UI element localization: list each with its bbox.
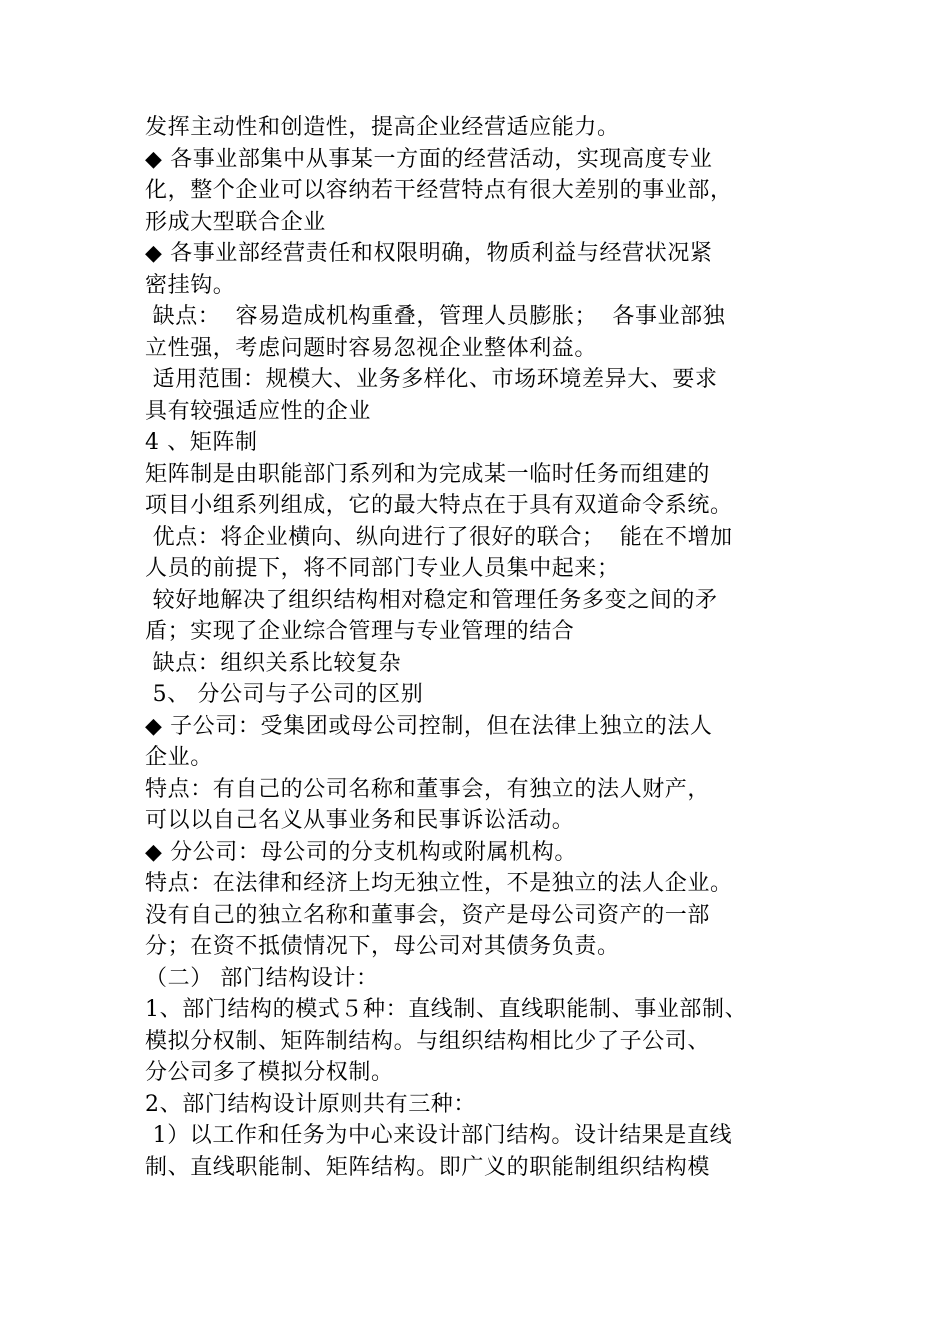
text-line: 化，整个企业可以容纳若干经营特点有很大差别的事业部， xyxy=(145,178,733,203)
text-line: 特点：在法律和经济上均无独立性，不是独立的法人企业。 xyxy=(145,871,733,896)
section-heading: 4 、矩阵制 xyxy=(145,430,258,455)
text-line: 形成大型联合企业 xyxy=(145,209,326,235)
text-line: 人员的前提下，将不同部门专业人员集中起来； xyxy=(145,556,620,581)
text-line: 可以以自己名义从事业务和民事诉讼活动。 xyxy=(145,808,575,833)
text-line: 具有较强适应性的企业 xyxy=(145,398,372,424)
text-line: 密挂钩。 xyxy=(145,272,236,298)
text-line: 1、部门结构的模式５种：直线制、直线职能制、事业部制、 xyxy=(145,997,748,1022)
document-page xyxy=(145,112,825,1183)
text-line: 分；在资不抵债情况下，母公司对其债务负责。 xyxy=(145,934,620,959)
text-line: 2、部门结构设计原则共有三种： xyxy=(145,1091,476,1117)
text-line: 没有自己的独立名称和董事会，资产是母公司资产的一部 xyxy=(145,902,711,928)
text-line: 较好地解决了组织结构相对稳定和管理任务多变之间的矛 xyxy=(145,587,718,613)
text-line: 项目小组系列组成，它的最大特点在于具有双道命令系统。 xyxy=(145,493,733,518)
text-line: 制、直线职能制、矩阵结构。即广义的职能制组织结构模 xyxy=(145,1154,711,1180)
text-line: ◆ 各事业部集中从事某一方面的经营活动，实现高度专业 xyxy=(145,146,713,172)
section-heading: （二） 部门结构设计： xyxy=(145,965,379,991)
text-line: 适用范围：规模大、业务多样化、市场环境差异大、要求 xyxy=(145,367,718,392)
text-line: 企业。 xyxy=(145,745,213,770)
text-line: 缺点： 容易造成机构重叠，管理人员膨胀； 各事业部独 xyxy=(145,304,726,329)
text-line: 特点：有自己的公司名称和董事会，有独立的法人财产， xyxy=(145,776,711,802)
text-line: ◆ 分公司：母公司的分支机构或附属机构。 xyxy=(145,839,577,865)
text-line: 矩阵制是由职能部门系列和为完成某一临时任务而组建的 xyxy=(145,461,711,487)
text-line: 缺点：组织关系比较复杂 xyxy=(145,650,402,676)
text-line: ◆ 子公司：受集团或母公司控制，但在法律上独立的法人 xyxy=(145,713,713,739)
text-line: ◆ 各事业部经营责任和权限明确，物质利益与经营状况紧 xyxy=(145,241,713,266)
text-line: 1）以工作和任务为中心来设计部门结构。设计结果是直线 xyxy=(145,1123,733,1148)
text-line: 优点：将企业横向、纵向进行了很好的联合； 能在不增加 xyxy=(145,524,733,550)
text-line: 分公司多了模拟分权制。 xyxy=(145,1060,394,1085)
text-line: 立性强，考虑问题时容易忽视企业整体利益。 xyxy=(145,335,598,361)
text-line: 发挥主动性和创造性，提高企业经营适应能力。 xyxy=(145,115,620,140)
text-line: 盾；实现了企业综合管理与专业管理的结合 xyxy=(145,619,575,644)
text-line: 模拟分权制、矩阵制结构。与组织结构相比少了子公司、 xyxy=(145,1028,711,1054)
section-heading: 5、 分公司与子公司的区别 xyxy=(145,682,424,707)
